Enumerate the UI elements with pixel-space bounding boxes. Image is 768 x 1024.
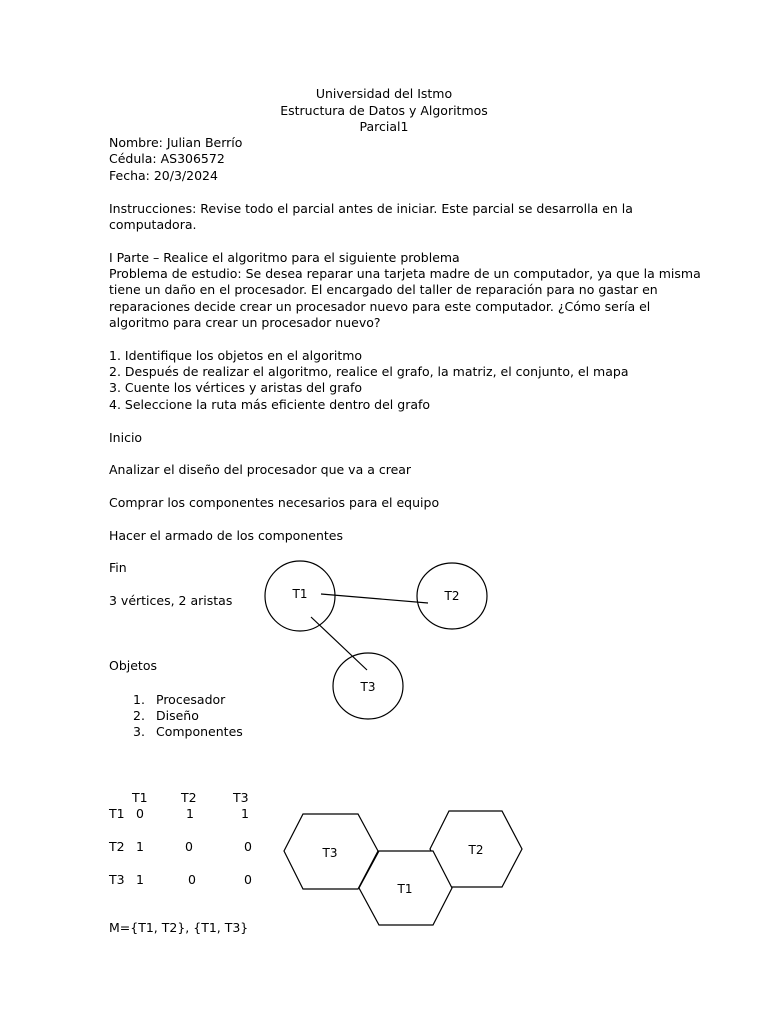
matrix-cell-t2-t3: 0 xyxy=(244,839,252,854)
instructions-line-1: Instrucciones: Revise todo el parcial antes de iniciar. Este parcial se desarrolla en la xyxy=(109,201,633,216)
matrix-col-header-t3: T3 xyxy=(233,790,249,805)
course-title: Estructura de Datos y Algoritmos xyxy=(280,103,488,118)
object-item-3-num: 3. xyxy=(133,724,145,739)
instructions-line-2: computadora. xyxy=(109,217,197,232)
object-item-2: Diseño xyxy=(156,708,199,723)
object-item-2-num: 2. xyxy=(133,708,145,723)
exam-title: Parcial1 xyxy=(359,119,409,134)
matrix-row-label-t2: T2 xyxy=(109,839,125,854)
matrix-cell-t1-t2: 1 xyxy=(186,806,194,821)
step-2: 2. Después de realizar el algoritmo, realice el grafo, la matriz, el conjunto, el mapa xyxy=(109,364,629,379)
exam-date: Fecha: 20/3/2024 xyxy=(109,168,218,183)
student-name: Nombre: Julian Berrío xyxy=(109,135,243,150)
problem-line-1: Problema de estudio: Se desea reparar una tarjeta madre de un computador, ya que la misma xyxy=(109,266,701,281)
algorithm-step-1: Analizar el diseño del procesador que va a crear xyxy=(109,462,412,477)
map-hex-label-t2: T2 xyxy=(468,843,484,857)
matrix-col-header-t1: T1 xyxy=(132,790,148,805)
matrix-cell-t2-t2: 0 xyxy=(185,839,193,854)
algorithm-step-3: Hacer el armado de los componentes xyxy=(109,528,343,543)
matrix-row-label-t3: T3 xyxy=(109,872,125,887)
university-title: Universidad del Istmo xyxy=(315,86,453,101)
matrix-cell-t3-t1: 1 xyxy=(136,872,144,887)
problem-line-4: algoritmo para crear un procesador nuevo? xyxy=(109,315,381,330)
matrix-cell-t2-t1: 1 xyxy=(136,839,144,854)
graph-node-label-t2: T2 xyxy=(444,589,460,603)
object-item-3: Componentes xyxy=(156,724,243,739)
step-4: 4. Seleccione la ruta más eficiente dentro del grafo xyxy=(109,397,431,412)
graph-edge-t1-t3 xyxy=(311,617,367,670)
algorithm-step-2: Comprar los componentes necesarios para el equipo xyxy=(109,495,440,510)
student-id: Cédula: AS306572 xyxy=(109,151,225,166)
object-item-1: Procesador xyxy=(156,692,226,707)
step-1: 1. Identifique los objetos en el algoritmo xyxy=(109,348,363,363)
graph-node-label-t1: T1 xyxy=(292,587,308,601)
step-3: 3. Cuente los vértices y aristas del grafo xyxy=(109,380,363,395)
graph-summary: 3 vértices, 2 aristas xyxy=(109,593,233,608)
algorithm-start: Inicio xyxy=(109,430,143,445)
matrix-cell-t1-t1: 0 xyxy=(136,806,144,821)
problem-line-3: reparaciones decide crear un procesador nuevo para este computador. ¿Cómo sería el xyxy=(109,299,651,314)
part1-title: I Parte – Realice el algoritmo para el siguiente problema xyxy=(109,250,460,265)
graph-edge-t1-t2 xyxy=(321,594,428,603)
matrix-cell-t3-t2: 0 xyxy=(188,872,196,887)
matrix-row-label-t1: T1 xyxy=(109,806,125,821)
matrix-col-header-t2: T2 xyxy=(181,790,197,805)
object-item-1-num: 1. xyxy=(133,692,145,707)
map-hex-label-t3: T3 xyxy=(322,846,338,860)
objects-title: Objetos xyxy=(109,658,157,673)
graph-node-label-t3: T3 xyxy=(360,680,376,694)
algorithm-end: Fin xyxy=(109,560,127,575)
map-hex-label-t1: T1 xyxy=(397,882,413,896)
matrix-cell-t3-t3: 0 xyxy=(244,872,252,887)
problem-line-2: tiene un daño en el procesador. El encargado del taller de reparación para no gastar en xyxy=(109,282,658,297)
set-notation: M={T1, T2}, {T1, T3} xyxy=(109,920,249,935)
matrix-cell-t1-t3: 1 xyxy=(241,806,249,821)
